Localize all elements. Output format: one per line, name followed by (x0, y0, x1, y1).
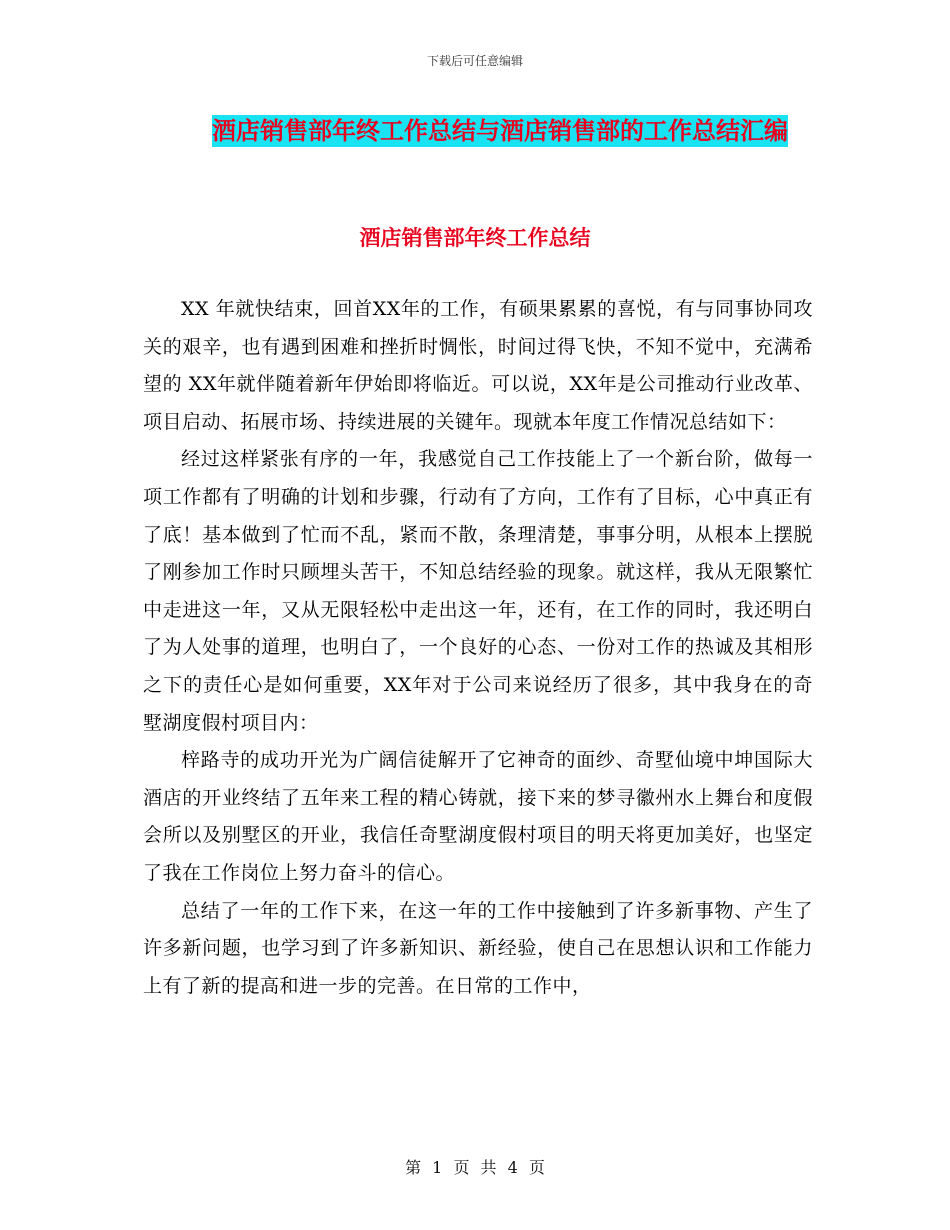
document-title-text: 酒店销售部年终工作总结与酒店销售部的工作总结汇编 (212, 117, 788, 145)
paragraph-4: 总结了一年的工作下来，在这一年的工作中接触到了许多新事物、产生了许多新问题，也学习到了许多新知识、新经验，使自己在思想认识和工作能力上有了新的提高和进一步的完善。在日常的工作中， (143, 899, 813, 997)
section-title: 酒店销售部年终工作总结 (359, 226, 591, 250)
paragraph-3: 梓路寺的成功开光为广阔信徒解开了它神奇的面纱、奇墅仙境中坤国际大酒店的开业终结了五年来工程的精心铸就，接下来的梦寻徽州水上舞台和度假会所以及别墅区的开业，我信任奇墅湖度假村项目的明天将更加美好，也坚定了我在工作岗位上努力奋斗的信心。 (143, 749, 813, 884)
header-note: 下载后可任意编辑 (426, 54, 523, 68)
paragraph-1: XX 年就快结束，回首XX年的工作，有硕果累累的喜悦，有与同事协同攻关的艰辛，也有遇到困难和挫折时惆怅，时间过得飞快，不知不觉中，充满希望的 XX年就伴随着新年伊始即将临近。可以说，XX年是公司推动行业改革、项目启动、拓展市场、持续进展的关键年。现就本年度工作情况总结如下： (143, 298, 813, 433)
body-text (143, 291, 813, 1005)
page-indicator: 第 1 页 共 4 页 (405, 1158, 545, 1177)
document-title (190, 108, 810, 154)
paragraph-2: 经过这样紧张有序的一年，我感觉自己工作技能上了一个新台阶，做每一项工作都有了明确的计划和步骤，行动有了方向，工作有了目标，心中真正有了底！基本做到了忙而不乱，紧而不散，条理清楚，事事分明，从根本上摆脱了刚参加工作时只顾埋头苦干，不知总结经验的现象。就这样，我从无限繁忙中走进这一年，又从无限轻松中走出这一年，还有，在工作的同时，我还明白了为人处事的道理，也明白了，一个良好的心态、一份对工作的热诚及其相形之下的责任心是如何重要，XX年对于公司来说经历了很多，其中我身在的奇墅湖度假村项目内： (143, 448, 813, 734)
